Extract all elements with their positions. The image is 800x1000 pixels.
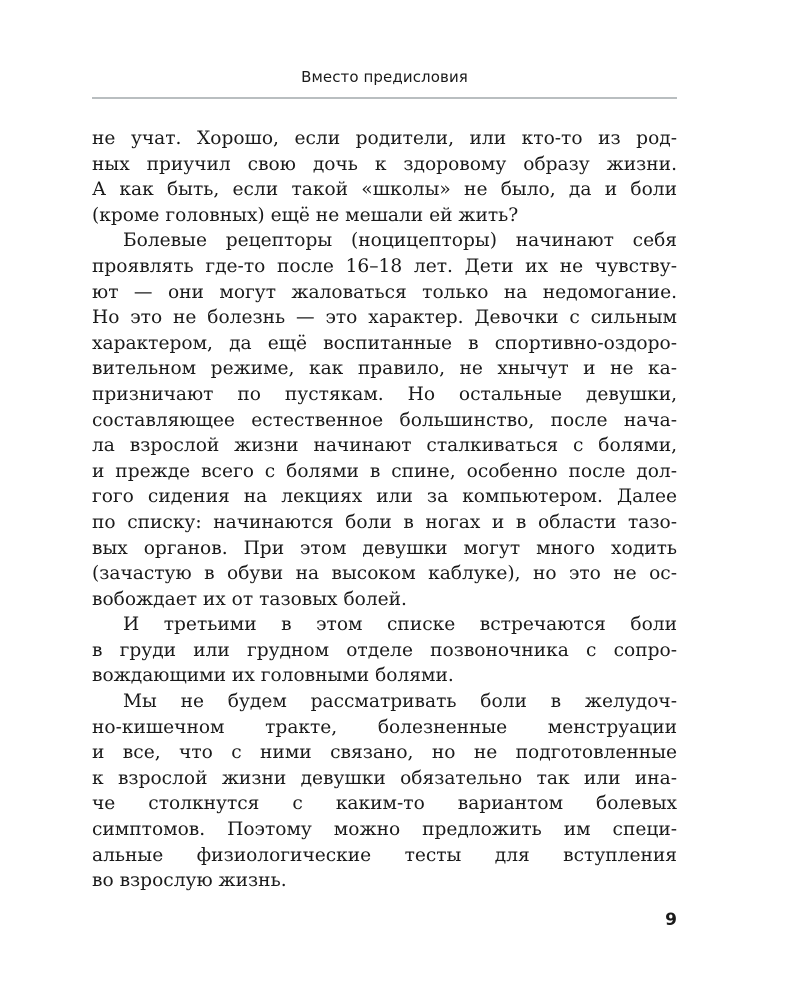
text-line: в груди или грудном отделе позвоночника с сопро- <box>92 639 677 661</box>
text-line: (зачастую в обуви на высоком каблуке), но это не ос- <box>92 563 677 585</box>
page-number: 9 <box>665 910 677 930</box>
text-line: ют — они могут жаловаться только на недомогание. <box>92 281 677 303</box>
text-line: вождающими их головными болями. <box>92 665 454 687</box>
text-line: ных приучил свою дочь к здоровому образу жизни. <box>92 153 677 175</box>
text-line: и прежде всего с болями в спине, особенно после дол- <box>92 460 677 482</box>
body-text <box>92 126 677 894</box>
text-line: к взрослой жизни девушки обязательно так или ина- <box>92 767 677 789</box>
text-line: А как быть, если такой «школы» не было, да и боли <box>92 179 677 201</box>
text-line: вобождает их от тазовых болей. <box>92 588 407 610</box>
text-line: и все, что с ними связано, но не подготовленные <box>92 742 677 764</box>
text-line: характером, да ещё воспитанные в спортивно-оздоро- <box>92 332 677 354</box>
text-line: но-кишечном тракте, болезненные менструации <box>92 716 677 738</box>
text-line: (кроме головных) ещё не мешали ей жить? <box>92 204 519 226</box>
text-line: че столкнутся с каким-то вариантом болевых <box>92 793 677 815</box>
text-line: Но это не болезнь — это характер. Девочки с сильным <box>92 307 677 329</box>
text-line: гого сидения на лекциях или за компьютером. Далее <box>92 486 677 508</box>
text-line: проявлять где-то после 16–18 лет. Дети их не чувству- <box>92 255 677 277</box>
text-line: во взрослую жизнь. <box>92 870 287 892</box>
text-line: вительном режиме, как правило, не хнычут и не ка- <box>92 358 677 380</box>
header-rule <box>92 97 677 99</box>
text-line: Мы не будем рассматривать боли в желудоч- <box>123 691 677 713</box>
text-line: по списку: начинаются боли в ногах и в области тазо- <box>92 511 677 533</box>
text-line: И третьими в этом списке встречаются боли <box>123 614 677 636</box>
text-line: составляющее естественное большинство, после нача- <box>92 409 677 431</box>
text-line: ла взрослой жизни начинают сталкиваться с болями, <box>92 435 677 457</box>
text-line: симптомов. Поэтому можно предложить им специ- <box>92 819 677 841</box>
running-head: Вместо предисловия <box>301 68 468 86</box>
text-line: альные физиологические тесты для вступления <box>92 844 677 866</box>
text-line: призничают по пустякам. Но остальные девушки, <box>92 383 677 405</box>
text-line: Болевые рецепторы (ноцицепторы) начинают себя <box>123 230 677 252</box>
text-line: вых органов. При этом девушки могут много ходить <box>92 537 677 559</box>
text-line: не учат. Хорошо, если родители, или кто-то из род- <box>92 128 677 149</box>
